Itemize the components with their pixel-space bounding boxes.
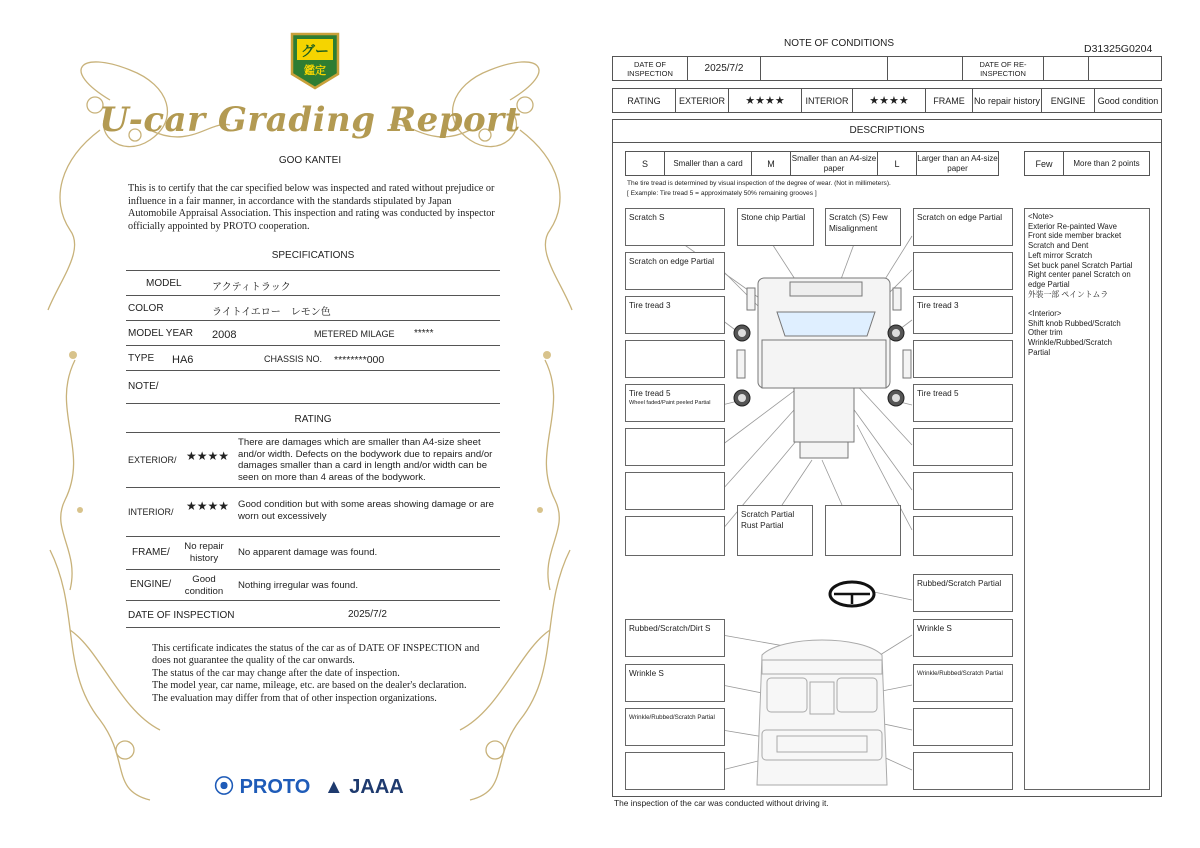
rating-row-exterior — [126, 433, 500, 488]
date-of-inspection-label: DATE OF INSPECTION — [613, 57, 688, 81]
model-label: MODEL — [146, 278, 182, 289]
exterior-stars: ★★★★ — [186, 449, 230, 463]
color-label: COLOR — [128, 303, 164, 314]
rating-table — [612, 88, 1162, 113]
spec-row-note — [126, 371, 500, 404]
tire-rear-left-text: Tire tread 5 — [629, 389, 671, 398]
logos — [214, 770, 404, 799]
report-subtitle: GOO KANTEI — [278, 155, 342, 166]
disclaimer-text: This certificate indicates the status of the car as of DATE OF INSPECTION and does not guarantee the quality of the car onwards. The status of the car may change after the date of inspection. The model year, car name, mileage, etc. are based on the dealer's declaration. The evaluation may differ from that of other inspection organizations. — [152, 643, 480, 704]
engine-description: Nothing irregular was found. — [238, 580, 358, 591]
note-label: NOTE/ — [128, 381, 159, 392]
mileage-label: METERED MILAGE — [314, 329, 395, 339]
badge-top-text: グー — [301, 44, 329, 60]
note-box-empty — [913, 340, 1013, 378]
note-box-wrinkle-rubbed-left: Wrinkle/Rubbed/Scratch Partial — [625, 708, 725, 746]
note-box-empty — [825, 505, 901, 556]
interior-label: INTERIOR/ — [128, 507, 174, 517]
model-year-label: MODEL YEAR — [128, 328, 194, 339]
empty-cell — [888, 57, 963, 81]
note-box-empty — [625, 752, 725, 790]
note-heading: NOTE OF CONDITIONS — [784, 38, 894, 49]
note-box-wrinkle-left: Wrinkle S — [625, 664, 725, 702]
note-box-dashboard: Rubbed/Scratch/Dirt S — [625, 619, 725, 657]
legend-m-desc: Smaller than an A4-size paper — [791, 152, 878, 176]
rating-heading: RATING — [294, 414, 332, 425]
note-box-tire-front-right: Tire tread 3 — [913, 296, 1013, 334]
proto-logo: ⦿ PROTO — [214, 776, 311, 798]
date-value: 2025/7/2 — [348, 609, 387, 620]
rating-row-frame — [126, 537, 500, 570]
note-box-wrinkle-rubbed-right: Wrinkle/Rubbed/Scratch Partial — [913, 664, 1013, 702]
note-box-wrinkle-right: Wrinkle S — [913, 619, 1013, 657]
note-box-empty — [913, 472, 1013, 510]
model-value: アクティトラック — [212, 282, 291, 293]
goo-kantei-badge-icon — [286, 30, 344, 92]
engine-value: Good condition — [184, 574, 224, 597]
note-box-empty — [913, 752, 1013, 790]
date-of-inspection-value: 2025/7/2 — [688, 57, 761, 81]
engine-value: Good condition — [1095, 89, 1162, 113]
report-title: U-car Grading Report — [99, 100, 521, 140]
note-box-empty — [625, 472, 725, 510]
rating-row-date — [126, 601, 500, 628]
exterior-label: EXTERIOR/ — [128, 455, 177, 465]
frame-value: No repair history — [184, 541, 224, 564]
exterior-stars: ★★★★ — [729, 89, 802, 113]
steering-wheel-icon — [830, 582, 874, 606]
spec-row-type — [126, 346, 500, 371]
note-box-empty — [913, 428, 1013, 466]
note-box-empty — [913, 516, 1013, 556]
descriptions-heading: DESCRIPTIONS — [612, 119, 1162, 143]
frame-label: FRAME — [926, 89, 973, 113]
spec-row-color — [126, 296, 500, 321]
note-box-scratch-edge-right: Scratch on edge Partial — [913, 208, 1013, 246]
chassis-value: ********000 — [334, 354, 385, 366]
note-box-tire-front-left: Tire tread 3 — [625, 296, 725, 334]
note-box-empty — [913, 252, 1013, 290]
spec-row-year — [126, 321, 500, 346]
rating-label: RATING — [613, 89, 676, 113]
legend-m: M — [752, 152, 791, 176]
engine-label: ENGINE/ — [130, 579, 172, 590]
mileage-value: ***** — [414, 328, 434, 339]
type-label: TYPE — [128, 353, 155, 364]
interior-stars: ★★★★ — [853, 89, 926, 113]
date-label: DATE OF INSPECTION — [128, 610, 235, 621]
rating-row-engine — [126, 570, 500, 601]
note-box-empty — [625, 340, 725, 378]
notes-panel: <Note> Exterior Re-painted Wave Front side member bracket Scratch and Dent Left mirror Scratch Set buck panel Scratch Partial Right center panel Scratch on edge Partial 外装一部 ペイントムラ <Interior> Shift knob Rubbed/Scratch Other trim Wrinkle/Rubbed/Scratch Partial — [1024, 208, 1150, 790]
note-box-tire-rear-left — [625, 384, 725, 422]
note-box-scratch-rust: Scratch Partial Rust Partial — [737, 505, 813, 556]
note-box-scratch-s: Scratch S — [625, 208, 725, 246]
frame-value: No repair history — [973, 89, 1042, 113]
interior-description: Good condition but with some areas showing damage or are worn out excessively — [238, 499, 494, 522]
inspection-disclaimer: The inspection of the car was conducted without driving it. — [614, 798, 829, 808]
interior-stars: ★★★★ — [186, 499, 230, 513]
inspection-date-table — [612, 56, 1162, 81]
type-value: HA6 — [172, 354, 194, 366]
interior-label: INTERIOR — [802, 89, 853, 113]
spec-row-model — [126, 271, 500, 296]
legend-few-desc: More than 2 points — [1064, 152, 1150, 176]
note-box-empty — [625, 516, 725, 556]
empty-cell — [1089, 57, 1162, 81]
note-box-steering: Rubbed/Scratch Partial — [913, 574, 1013, 612]
note-box-scratch-few: Scratch (S) Few Misalignment — [825, 208, 901, 246]
few-legend — [1024, 151, 1150, 176]
legend-s: S — [626, 152, 665, 176]
color-value: ライトイエロー レモン色 — [212, 307, 331, 318]
model-year-value: 2008 — [212, 329, 237, 341]
size-legend — [625, 151, 999, 176]
frame-label: FRAME/ — [132, 547, 170, 558]
certification-text: This is to certify that the car specified below was inspected and rated without prejudice or influence in a fair manner, in accordance with the standards stipulated by Japan Automobile Appraisal Association. This inspection and rating was conducted by inspector officially appointed by PROTO cooperation. — [128, 183, 495, 232]
engine-label: ENGINE — [1042, 89, 1095, 113]
tire-rear-left-subtext: Wheel faded/Paint peeled Partial — [629, 400, 711, 406]
document-id: D31325G0204 — [1084, 43, 1153, 55]
badge-bottom-text: 鑑定 — [304, 64, 326, 77]
jaaa-logo: ▲ JAAA — [323, 776, 404, 798]
tire-note-2: [ Example: Tire tread 5 = approximately 50% remaining grooves ] — [627, 190, 817, 197]
note-box-scratch-edge-left: Scratch on edge Partial — [625, 252, 725, 290]
exterior-description: There are damages which are smaller than A4-size sheet and/or width. Defects on the bodywork due to repairs and/or damages smaller than a card in length and/or width can be seen on more than 4 areas of the bodywork. — [238, 437, 493, 483]
note-box-empty — [625, 428, 725, 466]
legend-s-desc: Smaller than a card — [665, 152, 752, 176]
legend-few: Few — [1025, 152, 1064, 176]
legend-l: L — [878, 152, 917, 176]
note-box-tire-rear-right: Tire tread 5 — [913, 384, 1013, 422]
exterior-label: EXTERIOR — [676, 89, 729, 113]
note-box-empty — [913, 708, 1013, 746]
empty-cell — [761, 57, 888, 81]
legend-l-desc: Larger than an A4-size paper — [917, 152, 999, 176]
chassis-label: CHASSIS NO. — [264, 354, 323, 364]
rating-row-interior — [126, 488, 500, 537]
reinspection-label: DATE OF RE-INSPECTION — [963, 57, 1044, 81]
empty-cell — [1044, 57, 1089, 81]
frame-description: No apparent damage was found. — [238, 547, 378, 558]
tire-note-1: The tire tread is determined by visual inspection of the degree of wear. (Not in millimeters). — [627, 180, 891, 187]
specifications-heading: SPECIFICATIONS — [271, 250, 355, 261]
note-box-stone-chip: Stone chip Partial — [737, 208, 814, 246]
